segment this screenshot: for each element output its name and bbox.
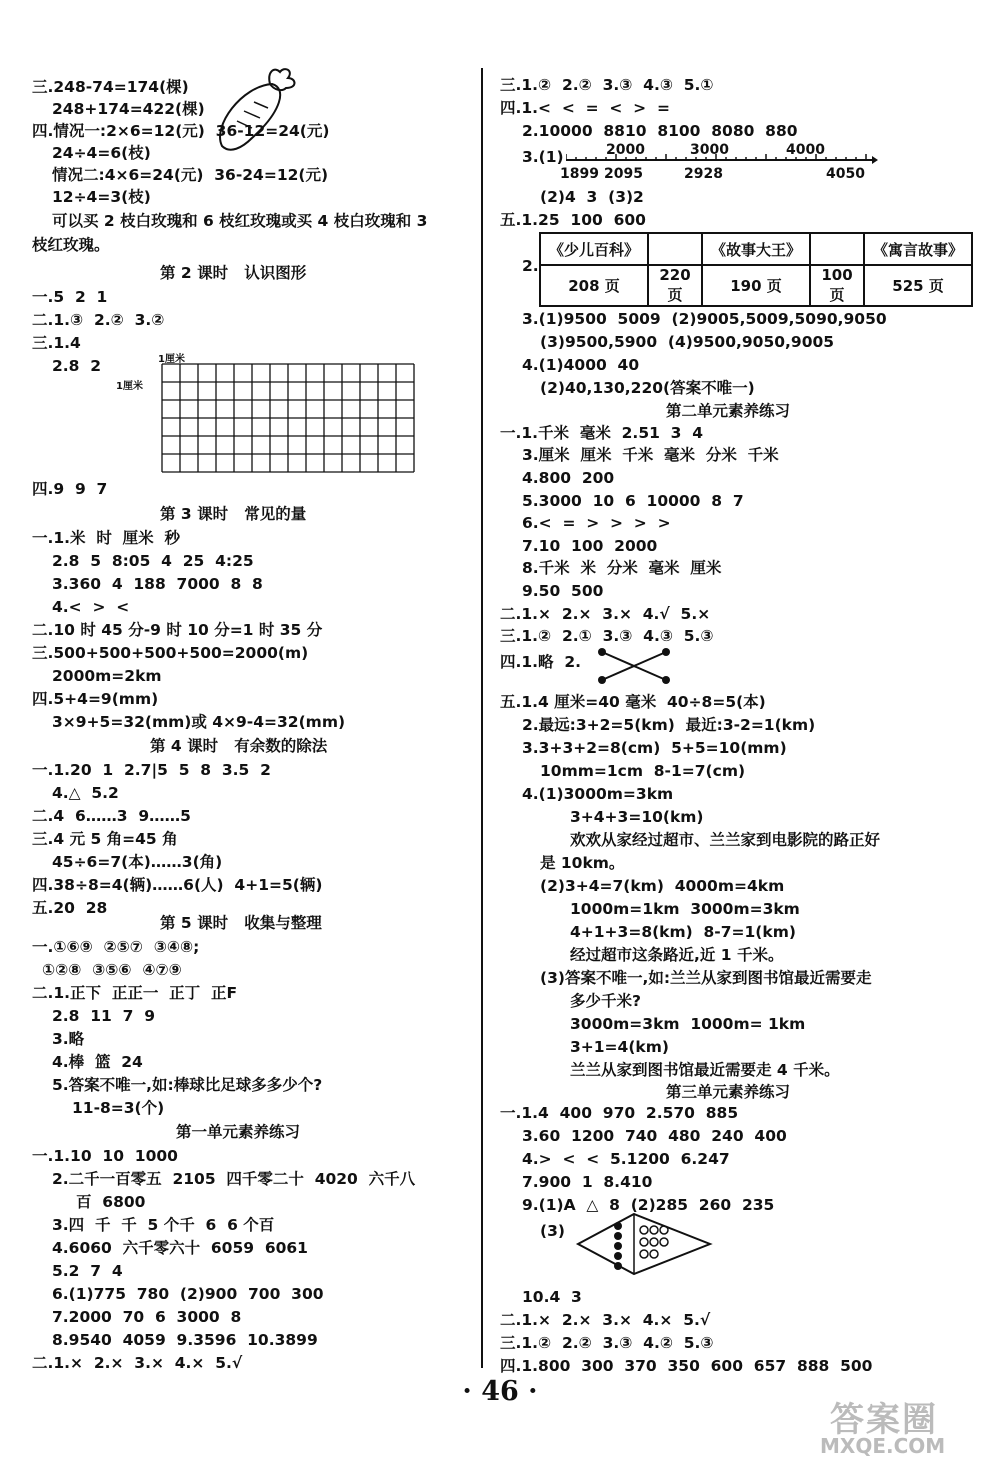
- books-cell: 208 页: [540, 265, 648, 306]
- text-line: 7.2000 70 6 3000 8: [52, 1308, 242, 1326]
- text-line: 二.1.③ 2.② 3.②: [32, 311, 165, 329]
- text-line: 四.38÷8=4(辆)……6(人) 4+1=5(辆): [32, 876, 323, 894]
- text-line: 2.二千一百零五 2105 四千零二十 4020 六千八: [52, 1170, 416, 1188]
- text-line: 4.△ 5.2: [52, 784, 119, 802]
- text-line: 3×9+5=32(mm)或 4×9-4=32(mm): [52, 713, 346, 731]
- text-line: (2)4 3 (3)2: [540, 188, 644, 206]
- text-line: 2.最远:3+2=5(km) 最近:3-2=1(km): [522, 716, 816, 734]
- text-line: 5.3000 10 6 10000 8 7: [522, 492, 744, 510]
- text-line: 一.1.10 10 1000: [32, 1147, 178, 1165]
- watermark-logo: 答案圈: [830, 1400, 938, 1440]
- text-line: 二.4 6……3 9……5: [32, 807, 191, 825]
- books-cell: 《少儿百科》: [540, 233, 648, 265]
- number-line-label: 4000: [786, 142, 825, 158]
- number-line-value: 1899: [560, 166, 599, 182]
- text-line: 248+174=422(棵): [52, 100, 205, 118]
- text-line: 四.1.略 2.: [500, 653, 582, 671]
- text-line: 6.(1)775 780 (2)900 700 300: [52, 1285, 324, 1303]
- books-cell: [810, 233, 864, 265]
- text-line: 3.四 千 千 5 个千 6 6 个百: [52, 1216, 275, 1234]
- text-line: 一.1.千米 毫米 2.51 3 4: [500, 424, 704, 442]
- number-line-label: 3000: [690, 142, 729, 158]
- text-line: 3.略: [52, 1030, 85, 1048]
- column-divider: [481, 68, 483, 1368]
- text-line: 3.60 1200 740 480 240 400: [522, 1127, 787, 1145]
- text-line: 3.3+3+2=8(cm) 5+5=10(mm): [522, 739, 787, 757]
- text-line: 三.4 元 5 角=45 角: [32, 830, 178, 848]
- text-line: 2.8 11 7 9: [52, 1007, 155, 1025]
- books-cell: 220 页: [648, 265, 702, 306]
- text-line: 4.800 200: [522, 469, 615, 487]
- text-line: 四.9 9 7: [32, 480, 108, 498]
- grid-label-top: 1厘米: [158, 354, 185, 365]
- text-line: 一.1.米 时 厘米 秒: [32, 529, 180, 547]
- text-line: 2000m=2km: [52, 667, 162, 685]
- text-line: 可以买 2 枝白玫瑰和 6 枝红玫瑰或买 4 枝白玫瑰和 3: [52, 212, 428, 230]
- text-line: 三.1.② 2.② 3.③ 4.② 5.③: [500, 1334, 714, 1352]
- books-cell: 190 页: [702, 265, 810, 306]
- text-line: 五.20 28: [32, 899, 108, 917]
- watermark-url: MXQE.COM: [820, 1434, 946, 1458]
- text-line: 9.50 500: [522, 582, 604, 600]
- text-line: 3000m=3km 1000m= 1km: [570, 1015, 806, 1033]
- text-line: 四.情况一:2×6=12(元) 36-12=24(元): [32, 122, 330, 140]
- text-line: 3+4+3=10(km): [570, 808, 704, 826]
- text-line: 8.9540 4059 9.3596 10.3899: [52, 1331, 318, 1349]
- text-line: 一.1.20 1 2.7|5 5 8 3.5 2: [32, 761, 271, 779]
- text-line: 情况二:4×6=24(元) 36-24=12(元): [52, 166, 329, 184]
- text-line: 10.4 3: [522, 1288, 582, 1306]
- text-line: 3.厘米 厘米 千米 毫米 分米 千米: [522, 446, 779, 464]
- square-grid: [160, 362, 420, 476]
- text-line: 二.1.× 2.× 3.× 4.× 5.√: [500, 1311, 711, 1329]
- text-line: (3): [540, 1222, 565, 1240]
- text-line: 4.棒 篮 24: [52, 1053, 143, 1071]
- text-line: 8.千米 米 分米 毫米 厘米: [522, 559, 722, 577]
- text-line: 经过超市这条路近,近 1 千米。: [570, 946, 784, 964]
- text-line: ①②⑧ ③⑤⑥ ④⑦⑨: [42, 961, 182, 979]
- text-line: 三.500+500+500+500=2000(m): [32, 644, 309, 662]
- section-heading: 第 5 课时 收集与整理: [160, 914, 322, 932]
- text-line: 二.1.× 2.× 3.× 4.√ 5.×: [500, 605, 711, 623]
- text-line: 10mm=1cm 8-1=7(cm): [540, 762, 746, 780]
- text-line: 是 10km。: [540, 854, 625, 872]
- grid-label-left: 1厘米: [116, 381, 143, 392]
- text-line: 二.1.× 2.× 3.× 4.× 5.√: [32, 1354, 243, 1372]
- text-line: 1000m=1km 3000m=3km: [570, 900, 800, 918]
- books-cell: [648, 233, 702, 265]
- text-line: (3)9500,5900 (4)9500,9050,9005: [540, 333, 835, 351]
- matching-lines-diagram: [596, 646, 672, 686]
- text-line: 多少千米?: [570, 992, 641, 1010]
- text-line: 二.10 时 45 分-9 时 10 分=1 时 35 分: [32, 621, 323, 639]
- text-line: 三.248-74=174(棵): [32, 78, 189, 96]
- books-cell: 《寓言故事》: [864, 233, 972, 265]
- text-line: 5.2 7 4: [52, 1262, 123, 1280]
- number-line-value: 2928: [684, 166, 723, 182]
- text-line: 5.答案不唯一,如:棒球比足球多多少个?: [52, 1076, 323, 1094]
- text-line: 五.1.25 100 600: [500, 211, 646, 229]
- diamond-dots-figure: [574, 1212, 714, 1276]
- text-line: 2.8 2: [52, 357, 102, 375]
- text-line: 2.8 5 8:05 4 25 4:25: [52, 552, 254, 570]
- text-line: 四.5+4=9(mm): [32, 690, 159, 708]
- number-line-value: 2095: [604, 166, 643, 182]
- text-line: 45÷6=7(本)……3(角): [52, 853, 223, 871]
- section-heading: 第一单元素养练习: [176, 1123, 301, 1141]
- text-line: 4+1+3=8(km) 8-7=1(km): [570, 923, 796, 941]
- section-heading: 第 4 课时 有余数的除法: [150, 737, 328, 755]
- text-line: 三.1.4: [32, 334, 81, 352]
- books-cell: 《故事大王》: [702, 233, 810, 265]
- books-cell: 100 页: [810, 265, 864, 306]
- text-line: 9.(1)A △ 8 (2)285 260 235: [522, 1196, 775, 1214]
- text-line: (2)40,130,220(答案不唯一): [540, 379, 755, 397]
- text-line: 3.(1)9500 5009 (2)9005,5009,5090,9050: [522, 310, 887, 328]
- text-line: 4.< > <: [52, 598, 130, 616]
- text-line: 4.(1)4000 40: [522, 356, 640, 374]
- text-line: 三.1.② 2.② 3.③ 4.③ 5.①: [500, 76, 714, 94]
- text-line: 3.(1): [522, 148, 564, 166]
- text-line: 一.①⑥⑨ ②⑤⑦ ③④⑧;: [32, 938, 200, 956]
- text-line: (2)3+4=7(km) 4000m=4km: [540, 877, 785, 895]
- text-line: (3)答案不唯一,如:兰兰从家到图书馆最近需要走: [540, 969, 872, 987]
- text-line: 枝红玫瑰。: [32, 236, 110, 254]
- page-number: · 46 ·: [462, 1376, 538, 1407]
- text-line: 4.(1)3000m=3km: [522, 785, 674, 803]
- text-line: 二.1.正下 正正一 正丁 正F: [32, 984, 238, 1002]
- carrot-illustration: [212, 66, 298, 158]
- text-line: 2.10000 8810 8100 8080 880: [522, 122, 798, 140]
- text-line: 24÷4=6(枝): [52, 144, 151, 162]
- text-line: 一.1.4 400 970 2.570 885: [500, 1104, 739, 1122]
- text-line: 一.5 2 1: [32, 288, 108, 306]
- section-heading: 第 2 课时 认识图形: [160, 264, 307, 282]
- books-table: [539, 232, 973, 307]
- books-cell: 525 页: [864, 265, 972, 306]
- text-line: 3.360 4 188 7000 8 8: [52, 575, 263, 593]
- text-line: 4.6060 六千零六十 6059 6061: [52, 1239, 308, 1257]
- number-line-value: 4050: [826, 166, 865, 182]
- text-line: 12÷4=3(枝): [52, 188, 151, 206]
- text-line: 7.900 1 8.410: [522, 1173, 653, 1191]
- text-line: 四.1.800 300 370 350 600 657 888 500: [500, 1357, 873, 1375]
- text-line: 7.10 100 2000: [522, 537, 658, 555]
- number-line-label: 2000: [606, 142, 645, 158]
- text-line: 6.< = > > > >: [522, 514, 671, 532]
- text-line: 四.1.< < = < > =: [500, 99, 670, 117]
- text-line: 2.: [522, 257, 539, 275]
- section-heading: 第 3 课时 常见的量: [160, 505, 307, 523]
- section-heading: 第三单元素养练习: [666, 1083, 791, 1101]
- text-line: 五.1.4 厘米=40 毫米 40÷8=5(本): [500, 693, 766, 711]
- text-line: 三.1.② 2.① 3.③ 4.③ 5.③: [500, 627, 714, 645]
- text-line: 3+1=4(km): [570, 1038, 669, 1056]
- text-line: 11-8=3(个): [72, 1099, 165, 1117]
- text-line: 4.> < < 5.1200 6.247: [522, 1150, 730, 1168]
- text-line: 兰兰从家到图书馆最近需要走 4 千米。: [570, 1061, 840, 1079]
- text-line: 百 6800: [76, 1193, 146, 1211]
- section-heading: 第二单元素养练习: [666, 402, 791, 420]
- text-line: 欢欢从家经过超市、兰兰家到电影院的路正好: [570, 831, 881, 849]
